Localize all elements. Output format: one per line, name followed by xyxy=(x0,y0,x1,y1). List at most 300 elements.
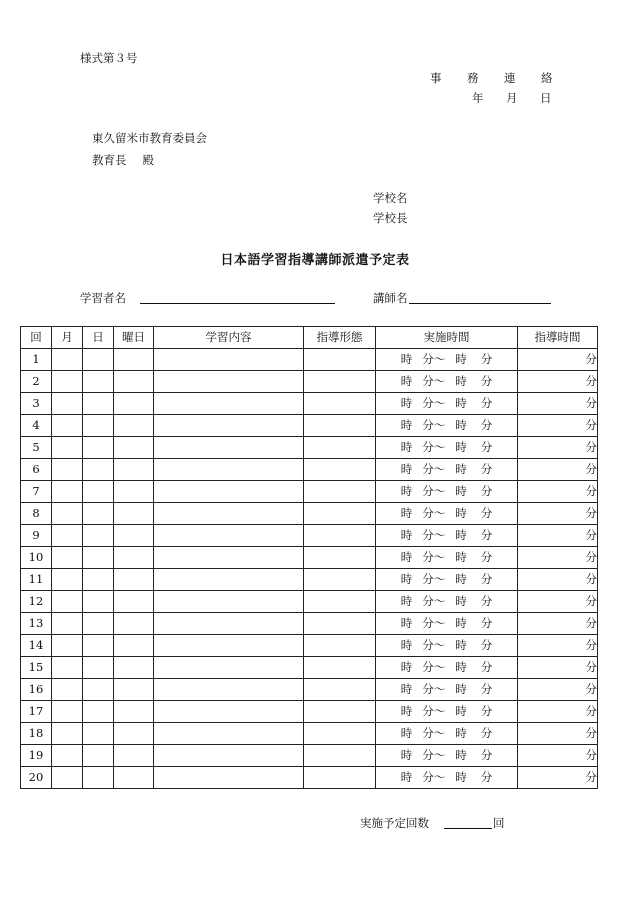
content-cell[interactable] xyxy=(154,745,304,767)
duration-cell[interactable] xyxy=(518,371,598,393)
time-hour-label: 時 xyxy=(400,594,413,608)
table-row xyxy=(21,635,598,657)
table-row xyxy=(21,657,598,679)
row-number: 13 xyxy=(21,613,52,635)
time-min-from-label: 分～ xyxy=(422,352,446,366)
time-min-from-label: 分～ xyxy=(422,616,446,630)
time-hour-to-label: 時 xyxy=(455,528,467,542)
learner-name-field[interactable] xyxy=(140,303,335,304)
table-row xyxy=(21,503,598,525)
weekday-cell[interactable] xyxy=(114,459,154,481)
notice-char: 連 xyxy=(504,71,517,85)
time-hour-to-label: 時 xyxy=(455,704,467,718)
time-hour-label: 時 xyxy=(400,572,413,586)
time-min-from-label: 分～ xyxy=(422,550,446,564)
row-number: 18 xyxy=(21,723,52,745)
format-cell[interactable] xyxy=(304,415,376,437)
content-cell[interactable] xyxy=(154,767,304,789)
table-row xyxy=(21,569,598,591)
month-cell[interactable] xyxy=(52,679,83,701)
time-min-from-label: 分～ xyxy=(422,638,446,652)
time-cell[interactable] xyxy=(376,415,518,437)
time-cell[interactable] xyxy=(376,635,518,657)
planned-count-field[interactable] xyxy=(444,828,492,829)
duration-cell[interactable] xyxy=(518,635,598,657)
day-cell[interactable] xyxy=(83,503,114,525)
row-number: 9 xyxy=(21,525,52,547)
time-hour-to-label: 時 xyxy=(455,770,467,784)
duration-unit-label: 分 xyxy=(585,440,597,454)
row-number: 15 xyxy=(21,657,52,679)
time-hour-to-label: 時 xyxy=(455,440,467,454)
date-line xyxy=(472,90,552,106)
weekday-cell[interactable] xyxy=(114,745,154,767)
row-number: 10 xyxy=(21,547,52,569)
content-cell[interactable] xyxy=(154,525,304,547)
duration-cell[interactable] xyxy=(518,591,598,613)
time-cell[interactable] xyxy=(376,525,518,547)
header-weekday: 曜日 xyxy=(114,327,154,349)
time-hour-label: 時 xyxy=(400,748,413,762)
month-cell[interactable] xyxy=(52,723,83,745)
format-cell[interactable] xyxy=(304,503,376,525)
row-number: 7 xyxy=(21,481,52,503)
weekday-cell[interactable] xyxy=(114,525,154,547)
time-hour-to-label: 時 xyxy=(455,726,467,740)
duration-cell[interactable] xyxy=(518,503,598,525)
time-cell[interactable] xyxy=(376,701,518,723)
weekday-cell[interactable] xyxy=(114,481,154,503)
time-min-from-label: 分～ xyxy=(422,396,446,410)
duration-unit-label: 分 xyxy=(585,462,597,476)
month-cell[interactable] xyxy=(52,613,83,635)
day-cell[interactable] xyxy=(83,569,114,591)
format-cell[interactable] xyxy=(304,657,376,679)
header-format: 指導形態 xyxy=(304,327,376,349)
month-cell[interactable] xyxy=(52,437,83,459)
format-cell[interactable] xyxy=(304,393,376,415)
time-cell[interactable] xyxy=(376,547,518,569)
time-hour-to-label: 時 xyxy=(455,594,467,608)
table-row xyxy=(21,613,598,635)
content-cell[interactable] xyxy=(154,349,304,371)
table-row xyxy=(21,393,598,415)
form-number: 様式第３号 xyxy=(80,51,138,65)
time-hour-label: 時 xyxy=(400,616,413,630)
format-cell[interactable] xyxy=(304,481,376,503)
row-number: 20 xyxy=(21,767,52,789)
time-cell[interactable] xyxy=(376,459,518,481)
weekday-cell[interactable] xyxy=(114,569,154,591)
weekday-cell[interactable] xyxy=(114,767,154,789)
time-min-to-label: 分 xyxy=(480,748,493,762)
time-min-to-label: 分 xyxy=(480,462,493,476)
time-min-to-label: 分 xyxy=(480,594,493,608)
table-row xyxy=(21,767,598,789)
row-number: 4 xyxy=(21,415,52,437)
time-min-from-label: 分～ xyxy=(422,770,446,784)
time-hour-to-label: 時 xyxy=(455,616,467,630)
format-cell[interactable] xyxy=(304,349,376,371)
duration-cell[interactable] xyxy=(518,613,598,635)
duration-cell[interactable] xyxy=(518,547,598,569)
date-month: 月 xyxy=(506,91,518,105)
duration-unit-label: 分 xyxy=(585,682,597,696)
time-hour-label: 時 xyxy=(400,374,413,388)
duration-cell[interactable] xyxy=(518,525,598,547)
time-hour-label: 時 xyxy=(400,396,413,410)
table-row xyxy=(21,591,598,613)
time-min-from-label: 分～ xyxy=(422,594,446,608)
schedule-table xyxy=(20,326,598,789)
time-hour-label: 時 xyxy=(400,440,413,454)
duration-unit-label: 分 xyxy=(585,572,597,586)
time-hour-to-label: 時 xyxy=(455,748,467,762)
month-cell[interactable] xyxy=(52,503,83,525)
content-cell[interactable] xyxy=(154,701,304,723)
weekday-cell[interactable] xyxy=(114,503,154,525)
row-number: 1 xyxy=(21,349,52,371)
content-cell[interactable] xyxy=(154,437,304,459)
content-cell[interactable] xyxy=(154,613,304,635)
time-hour-label: 時 xyxy=(400,418,413,432)
notice-heading xyxy=(430,70,554,86)
time-hour-label: 時 xyxy=(400,660,413,674)
time-min-from-label: 分～ xyxy=(422,506,446,520)
table-row xyxy=(21,459,598,481)
addressee-person xyxy=(92,152,154,168)
weekday-cell[interactable] xyxy=(114,371,154,393)
content-cell[interactable] xyxy=(154,547,304,569)
row-number: 3 xyxy=(21,393,52,415)
time-min-to-label: 分 xyxy=(480,660,493,674)
weekday-cell[interactable] xyxy=(114,393,154,415)
date-year: 年 xyxy=(472,91,484,105)
duration-cell[interactable] xyxy=(518,679,598,701)
addressee-honorific: 殿 xyxy=(142,153,154,167)
time-hour-label: 時 xyxy=(400,484,413,498)
time-hour-to-label: 時 xyxy=(455,660,467,674)
time-hour-to-label: 時 xyxy=(455,374,467,388)
table-row xyxy=(21,745,598,767)
time-cell[interactable] xyxy=(376,591,518,613)
format-cell[interactable] xyxy=(304,591,376,613)
time-min-from-label: 分～ xyxy=(422,572,446,586)
notice-char: 事 xyxy=(430,71,443,85)
time-cell[interactable] xyxy=(376,767,518,789)
time-min-from-label: 分～ xyxy=(422,748,446,762)
planned-count-label: 実施予定回数 xyxy=(360,816,429,830)
duration-cell[interactable] xyxy=(518,569,598,591)
time-hour-to-label: 時 xyxy=(455,572,467,586)
row-number: 6 xyxy=(21,459,52,481)
content-cell[interactable] xyxy=(154,723,304,745)
duration-unit-label: 分 xyxy=(585,594,597,608)
time-min-from-label: 分～ xyxy=(422,660,446,674)
time-min-from-label: 分～ xyxy=(422,528,446,542)
header-duration: 指導時間 xyxy=(518,327,598,349)
weekday-cell[interactable] xyxy=(114,547,154,569)
header-content: 学習内容 xyxy=(154,327,304,349)
day-cell[interactable] xyxy=(83,613,114,635)
time-min-from-label: 分～ xyxy=(422,704,446,718)
month-cell[interactable] xyxy=(52,635,83,657)
document-title: 日本語学習指導講師派遣予定表 xyxy=(220,253,410,268)
weekday-cell[interactable] xyxy=(114,701,154,723)
time-min-to-label: 分 xyxy=(480,550,493,564)
format-cell[interactable] xyxy=(304,371,376,393)
month-cell[interactable] xyxy=(52,767,83,789)
duration-unit-label: 分 xyxy=(585,352,597,366)
duration-cell[interactable] xyxy=(518,415,598,437)
duration-unit-label: 分 xyxy=(585,660,597,674)
school-principal-label: 学校長 xyxy=(373,211,408,225)
duration-unit-label: 分 xyxy=(585,726,597,740)
content-cell[interactable] xyxy=(154,371,304,393)
time-min-from-label: 分～ xyxy=(422,374,446,388)
row-number: 17 xyxy=(21,701,52,723)
weekday-cell[interactable] xyxy=(114,415,154,437)
header-round: 回 xyxy=(21,327,52,349)
day-cell[interactable] xyxy=(83,371,114,393)
table-row xyxy=(21,371,598,393)
month-cell[interactable] xyxy=(52,481,83,503)
weekday-cell[interactable] xyxy=(114,591,154,613)
time-min-from-label: 分～ xyxy=(422,682,446,696)
month-cell[interactable] xyxy=(52,349,83,371)
duration-unit-label: 分 xyxy=(585,770,597,784)
header-day: 日 xyxy=(83,327,114,349)
table-row xyxy=(21,701,598,723)
time-hour-label: 時 xyxy=(400,770,413,784)
day-cell[interactable] xyxy=(83,437,114,459)
duration-cell[interactable] xyxy=(518,767,598,789)
format-cell[interactable] xyxy=(304,745,376,767)
row-number: 11 xyxy=(21,569,52,591)
duration-unit-label: 分 xyxy=(585,484,597,498)
day-cell[interactable] xyxy=(83,393,114,415)
day-cell[interactable] xyxy=(83,349,114,371)
duration-cell[interactable] xyxy=(518,437,598,459)
time-hour-to-label: 時 xyxy=(455,506,467,520)
format-cell[interactable] xyxy=(304,547,376,569)
weekday-cell[interactable] xyxy=(114,613,154,635)
day-cell[interactable] xyxy=(83,657,114,679)
time-hour-label: 時 xyxy=(400,352,413,366)
weekday-cell[interactable] xyxy=(114,635,154,657)
time-hour-label: 時 xyxy=(400,506,413,520)
content-cell[interactable] xyxy=(154,415,304,437)
time-cell[interactable] xyxy=(376,503,518,525)
time-min-to-label: 分 xyxy=(480,528,493,542)
weekday-cell[interactable] xyxy=(114,657,154,679)
time-hour-label: 時 xyxy=(400,462,413,476)
month-cell[interactable] xyxy=(52,525,83,547)
content-cell[interactable] xyxy=(154,503,304,525)
duration-cell[interactable] xyxy=(518,745,598,767)
duration-unit-label: 分 xyxy=(585,396,597,410)
row-number: 2 xyxy=(21,371,52,393)
header-time: 実施時間 xyxy=(376,327,518,349)
format-cell[interactable] xyxy=(304,437,376,459)
time-min-to-label: 分 xyxy=(480,726,493,740)
content-cell[interactable] xyxy=(154,459,304,481)
month-cell[interactable] xyxy=(52,459,83,481)
row-number: 16 xyxy=(21,679,52,701)
time-hour-label: 時 xyxy=(400,550,413,564)
time-hour-label: 時 xyxy=(400,682,413,696)
table-row xyxy=(21,679,598,701)
day-cell[interactable] xyxy=(83,701,114,723)
time-cell[interactable] xyxy=(376,613,518,635)
duration-cell[interactable] xyxy=(518,481,598,503)
notice-char: 絡 xyxy=(541,71,554,85)
format-cell[interactable] xyxy=(304,525,376,547)
row-number: 8 xyxy=(21,503,52,525)
time-min-to-label: 分 xyxy=(480,704,493,718)
month-cell[interactable] xyxy=(52,591,83,613)
day-cell[interactable] xyxy=(83,679,114,701)
content-cell[interactable] xyxy=(154,481,304,503)
time-hour-to-label: 時 xyxy=(455,396,467,410)
time-min-from-label: 分～ xyxy=(422,462,446,476)
teacher-name-label: 講師名 xyxy=(373,291,408,305)
duration-cell[interactable] xyxy=(518,393,598,415)
duration-cell[interactable] xyxy=(518,723,598,745)
time-min-to-label: 分 xyxy=(480,484,493,498)
time-min-to-label: 分 xyxy=(480,616,493,630)
content-cell[interactable] xyxy=(154,657,304,679)
table-row xyxy=(21,437,598,459)
day-cell[interactable] xyxy=(83,723,114,745)
learner-name-label: 学習者名 xyxy=(80,291,126,305)
format-cell[interactable] xyxy=(304,569,376,591)
duration-cell[interactable] xyxy=(518,349,598,371)
day-cell[interactable] xyxy=(83,591,114,613)
month-cell[interactable] xyxy=(52,701,83,723)
table-row xyxy=(21,349,598,371)
time-hour-to-label: 時 xyxy=(455,418,467,432)
table-row xyxy=(21,723,598,745)
duration-unit-label: 分 xyxy=(585,418,597,432)
time-cell[interactable] xyxy=(376,569,518,591)
time-cell[interactable] xyxy=(376,371,518,393)
weekday-cell[interactable] xyxy=(114,437,154,459)
time-min-from-label: 分～ xyxy=(422,440,446,454)
planned-count-unit: 回 xyxy=(493,816,505,830)
row-number: 12 xyxy=(21,591,52,613)
format-cell[interactable] xyxy=(304,701,376,723)
month-cell[interactable] xyxy=(52,547,83,569)
time-min-to-label: 分 xyxy=(480,638,493,652)
time-cell[interactable] xyxy=(376,745,518,767)
school-name-label: 学校名 xyxy=(373,191,408,205)
time-cell[interactable] xyxy=(376,657,518,679)
day-cell[interactable] xyxy=(83,745,114,767)
time-min-from-label: 分～ xyxy=(422,418,446,432)
table-header-row xyxy=(21,327,598,349)
month-cell[interactable] xyxy=(52,569,83,591)
day-cell[interactable] xyxy=(83,767,114,789)
month-cell[interactable] xyxy=(52,415,83,437)
duration-unit-label: 分 xyxy=(585,616,597,630)
weekday-cell[interactable] xyxy=(114,723,154,745)
time-min-to-label: 分 xyxy=(480,682,493,696)
day-cell[interactable] xyxy=(83,481,114,503)
duration-unit-label: 分 xyxy=(585,638,597,652)
table-row xyxy=(21,481,598,503)
time-min-to-label: 分 xyxy=(480,418,493,432)
weekday-cell[interactable] xyxy=(114,349,154,371)
duration-cell[interactable] xyxy=(518,459,598,481)
format-cell[interactable] xyxy=(304,679,376,701)
content-cell[interactable] xyxy=(154,635,304,657)
format-cell[interactable] xyxy=(304,723,376,745)
month-cell[interactable] xyxy=(52,371,83,393)
time-hour-label: 時 xyxy=(400,528,413,542)
teacher-name-field[interactable] xyxy=(409,303,551,304)
time-min-to-label: 分 xyxy=(480,396,493,410)
day-cell[interactable] xyxy=(83,547,114,569)
time-cell[interactable] xyxy=(376,679,518,701)
month-cell[interactable] xyxy=(52,745,83,767)
time-cell[interactable] xyxy=(376,723,518,745)
duration-unit-label: 分 xyxy=(585,550,597,564)
day-cell[interactable] xyxy=(83,459,114,481)
time-cell[interactable] xyxy=(376,393,518,415)
weekday-cell[interactable] xyxy=(114,679,154,701)
duration-unit-label: 分 xyxy=(585,374,597,388)
content-cell[interactable] xyxy=(154,679,304,701)
time-hour-label: 時 xyxy=(400,726,413,740)
content-cell[interactable] xyxy=(154,393,304,415)
table-row xyxy=(21,547,598,569)
time-hour-label: 時 xyxy=(400,638,413,652)
format-cell[interactable] xyxy=(304,767,376,789)
day-cell[interactable] xyxy=(83,635,114,657)
format-cell[interactable] xyxy=(304,613,376,635)
month-cell[interactable] xyxy=(52,657,83,679)
content-cell[interactable] xyxy=(154,591,304,613)
month-cell[interactable] xyxy=(52,393,83,415)
day-cell[interactable] xyxy=(83,415,114,437)
time-cell[interactable] xyxy=(376,437,518,459)
time-hour-to-label: 時 xyxy=(455,352,467,366)
time-min-to-label: 分 xyxy=(480,374,493,388)
row-number: 19 xyxy=(21,745,52,767)
format-cell[interactable] xyxy=(304,459,376,481)
addressee-org: 東久留米市教育委員会 xyxy=(92,131,207,145)
duration-cell[interactable] xyxy=(518,701,598,723)
header-month: 月 xyxy=(52,327,83,349)
time-cell[interactable] xyxy=(376,481,518,503)
time-hour-to-label: 時 xyxy=(455,462,467,476)
time-cell[interactable] xyxy=(376,349,518,371)
notice-char: 務 xyxy=(467,71,480,85)
addressee-title: 教育長 xyxy=(92,153,127,167)
format-cell[interactable] xyxy=(304,635,376,657)
content-cell[interactable] xyxy=(154,569,304,591)
day-cell[interactable] xyxy=(83,525,114,547)
time-hour-to-label: 時 xyxy=(455,550,467,564)
duration-unit-label: 分 xyxy=(585,748,597,762)
duration-cell[interactable] xyxy=(518,657,598,679)
time-hour-to-label: 時 xyxy=(455,638,467,652)
table-row xyxy=(21,525,598,547)
time-min-from-label: 分～ xyxy=(422,726,446,740)
time-min-to-label: 分 xyxy=(480,572,493,586)
time-min-to-label: 分 xyxy=(480,770,493,784)
